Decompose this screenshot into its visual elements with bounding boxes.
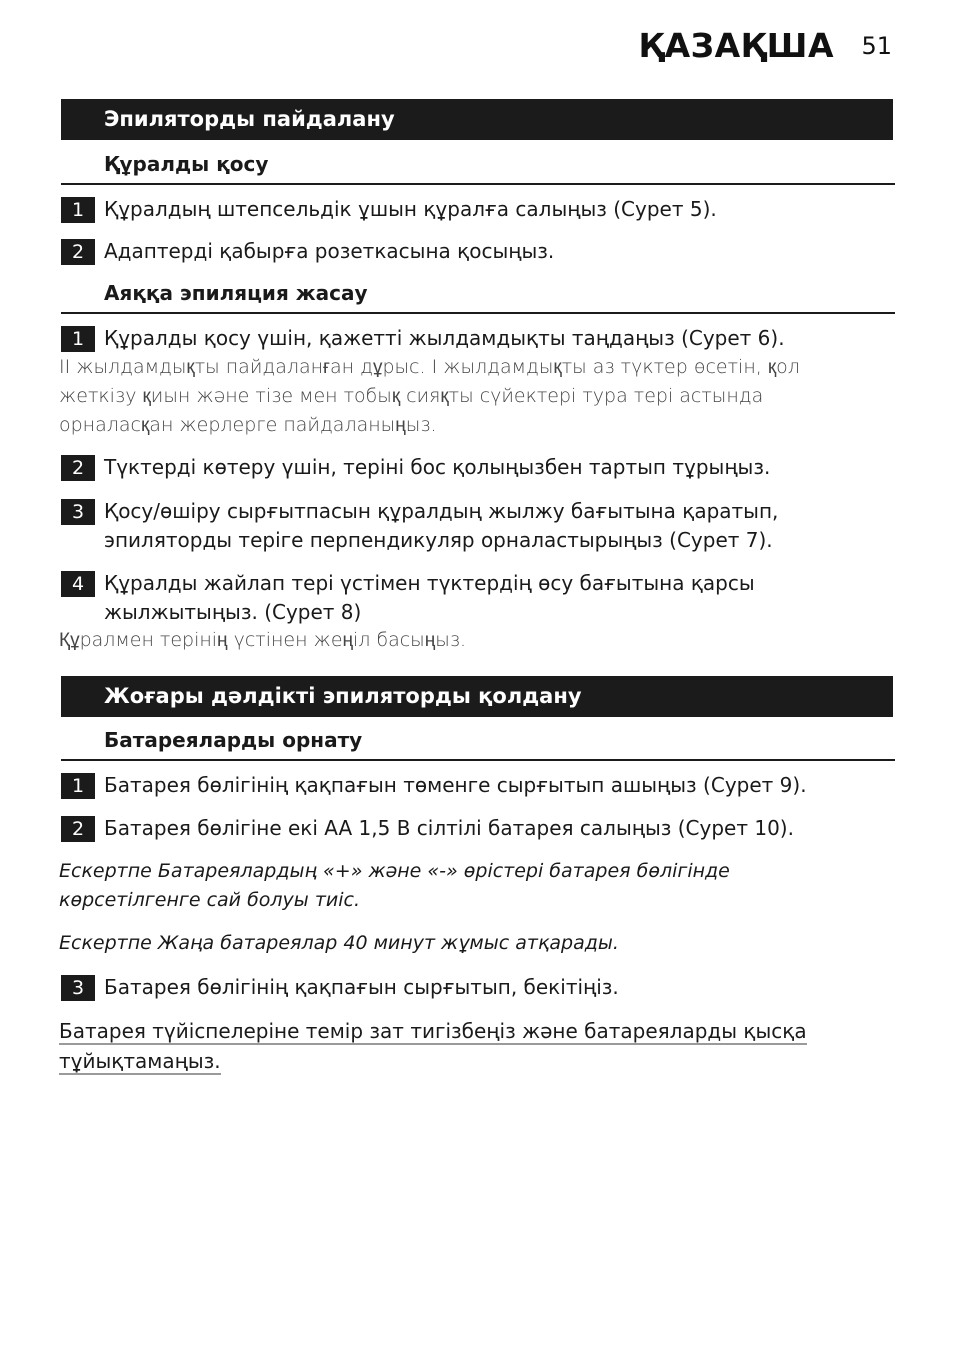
step-number: 4 bbox=[61, 571, 95, 597]
step-text: Батарея бөлігіне екі AA 1,5 B сілтілі батарея салыңыз (Сурет 10). bbox=[104, 816, 794, 840]
step-number: 1 bbox=[61, 773, 95, 799]
warning-short-circuit bbox=[59, 1016, 819, 1076]
step-number: 3 bbox=[61, 499, 95, 525]
subsection-title-switching-on: Құралды қосу bbox=[61, 149, 895, 185]
step-number: 1 bbox=[61, 326, 95, 352]
subsection-title-inserting-batteries: Батареяларды орнату bbox=[61, 725, 895, 761]
step-text: Түктерді көтеру үшін, теріні бос қолыңызбен тартып тұрыңыз. bbox=[104, 455, 771, 479]
paragraph-press-lightly: Құралмен терінің үстінен жеңіл басыңыз. bbox=[59, 629, 467, 651]
subsection-title-leg-epilation: Аяққа эпиляция жасау bbox=[61, 278, 895, 314]
section-title-precision-epilator: Жоғары дәлдікті эпиляторды қолдану bbox=[61, 676, 893, 717]
note-battery-life: Ескертпе Жаңа батареялар 40 минут жұмыс атқарады. bbox=[59, 932, 619, 954]
step-text: Құралды қосу үшін, қажетті жылдамдықты таңдаңыз (Сурет 6). bbox=[104, 326, 785, 350]
step-number: 2 bbox=[61, 455, 95, 481]
language-title: ҚАЗАҚША bbox=[638, 26, 834, 65]
step-number: 1 bbox=[61, 197, 95, 223]
note-polarity: Ескертпе Батареялардың «+» және «-» өрістері батарея бөлігінде көрсетілгенге сай болуы тиіс. bbox=[59, 860, 730, 911]
step-text: Құралдың штепсельдік ұшын құралға салыңыз (Сурет 5). bbox=[104, 197, 717, 221]
step-text: Батарея бөлігінің қақпағын төменге сырғытып ашыңыз (Сурет 9). bbox=[104, 773, 807, 797]
step-text: Құралды жайлап тері үстімен түктердің өсу бағытына қарсы жылжытыңыз. (Сурет 8) bbox=[104, 571, 755, 624]
warning-text: Батарея түйіспелеріне темір зат тигізбеңіз және батареяларды қысқа тұйықтамаңыз. bbox=[59, 1019, 807, 1073]
step-text: Батарея бөлігінің қақпағын сырғытып, бекітіңіз. bbox=[104, 975, 619, 999]
paragraph-speed-info: II жылдамдықты пайдаланған дұрыс. I жылдамдықты аз түктер өсетін, қол жеткізу қиын және тізе мен тобық сияқты сүйектері тура тері астында орналасқан жерлерге пайдаланыңыз. bbox=[59, 356, 800, 436]
step-number: 3 bbox=[61, 975, 95, 1001]
section-title-using-epilator: Эпиляторды пайдалану bbox=[61, 99, 893, 140]
step-number: 2 bbox=[61, 816, 95, 842]
step-number: 2 bbox=[61, 239, 95, 265]
step-text: Адаптерді қабырға розеткасына қосыңыз. bbox=[104, 239, 555, 263]
page-number: 51 bbox=[861, 32, 892, 60]
step-text: Қосу/өшіру сырғытпасын құралдың жылжу бағытына қаратып, эпиляторды теріге перпендикуляр орналастырыңыз (Сурет 7). bbox=[104, 499, 779, 552]
